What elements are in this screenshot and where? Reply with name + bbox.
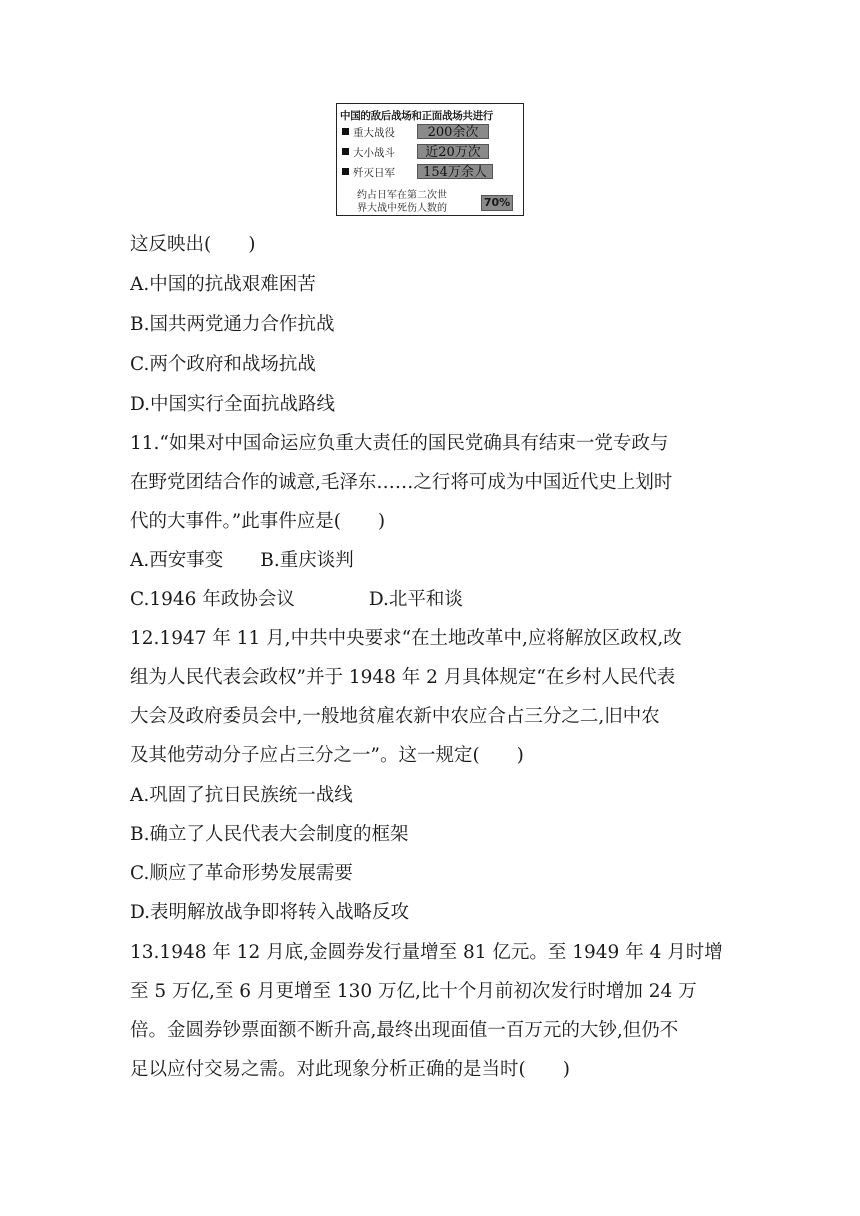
figure-note-line: 界大战中死伤人数的 — [357, 203, 447, 214]
figure-percentage: 70% — [481, 195, 513, 211]
figure-title: 中国的敌后战场和正面战场共进行 — [340, 110, 493, 122]
figure-row-label: 重大战役 — [353, 127, 395, 139]
bullet-square-icon — [342, 148, 349, 155]
option-a: A.巩固了抗日民族统一战线 — [130, 785, 353, 806]
option-d: D.中国实行全面抗战路线 — [130, 394, 336, 415]
question-13-line: 倍。金圆券钞票面额不断升高,最终出现面值一百万元的大钞,但仍不 — [130, 1020, 679, 1041]
figure-note-line: 约占日军在第二次世 — [357, 190, 447, 201]
figure-row — [342, 144, 518, 160]
question-12-line: 及其他劳动分子应占三分之一”。这一规定( ) — [130, 745, 524, 766]
option-d: D.表明解放战争即将转入战略反攻 — [130, 902, 410, 923]
question-11-line: 11.“如果对中国命运应负重大责任的国民党确具有结束一党专政与 — [130, 433, 669, 454]
question-13-line: 足以应付交易之需。对此现象分析正确的是当时( ) — [130, 1059, 570, 1080]
question-12-line: 组为人民代表会政权”并于 1948 年 2 月具体规定“在乡村人民代表 — [130, 667, 676, 688]
bullet-square-icon — [342, 128, 349, 135]
figure-row — [342, 124, 518, 140]
question-13-line: 13.1948 年 12 月底,金圆券发行量增至 81 亿元。至 1949 年 4 月时增 — [130, 942, 723, 963]
question-13-line: 至 5 万亿,至 6 月更增至 130 万亿,比十个月前初次发行时增加 24 万 — [130, 981, 697, 1002]
question-12-line: 大会及政府委员会中,一般地贫雇农新中农应合占三分之二,旧中农 — [130, 706, 660, 727]
question-stem: 这反映出( ) — [130, 234, 256, 255]
figure-note — [357, 189, 447, 215]
option-c: C.两个政府和战场抗战 — [130, 354, 316, 375]
option-a: A.中国的抗战艰难困苦 — [130, 274, 316, 295]
option-b: B.确立了人民代表大会制度的框架 — [130, 824, 409, 845]
options-cd: C.1946 年政协会议 D.北平和谈 — [130, 589, 463, 610]
question-11-line: 代的大事件。”此事件应是( ) — [130, 511, 386, 532]
option-c: C.顺应了革命形势发展需要 — [130, 863, 353, 884]
options-ab: A.西安事变 B.重庆谈判 — [130, 550, 354, 571]
figure-row-value: 154万余人 — [417, 164, 493, 179]
figure-row — [342, 164, 518, 180]
question-11-line: 在野党团结合作的诚意,毛泽东……之行将可成为中国近代史上划时 — [130, 472, 673, 493]
figure-row-value: 200余次 — [417, 124, 489, 139]
figure-row-label: 大小战斗 — [353, 147, 395, 159]
bullet-square-icon — [342, 168, 349, 175]
figure-row-label: 歼灭日军 — [353, 167, 395, 179]
option-b: B.国共两党通力合作抗战 — [130, 314, 335, 335]
figure-row-value: 近20万次 — [417, 144, 489, 159]
question-12-line: 12.1947 年 11 月,中共中央要求“在土地改革中,应将解放区政权,改 — [130, 628, 682, 649]
statistics-figure — [336, 103, 524, 216]
